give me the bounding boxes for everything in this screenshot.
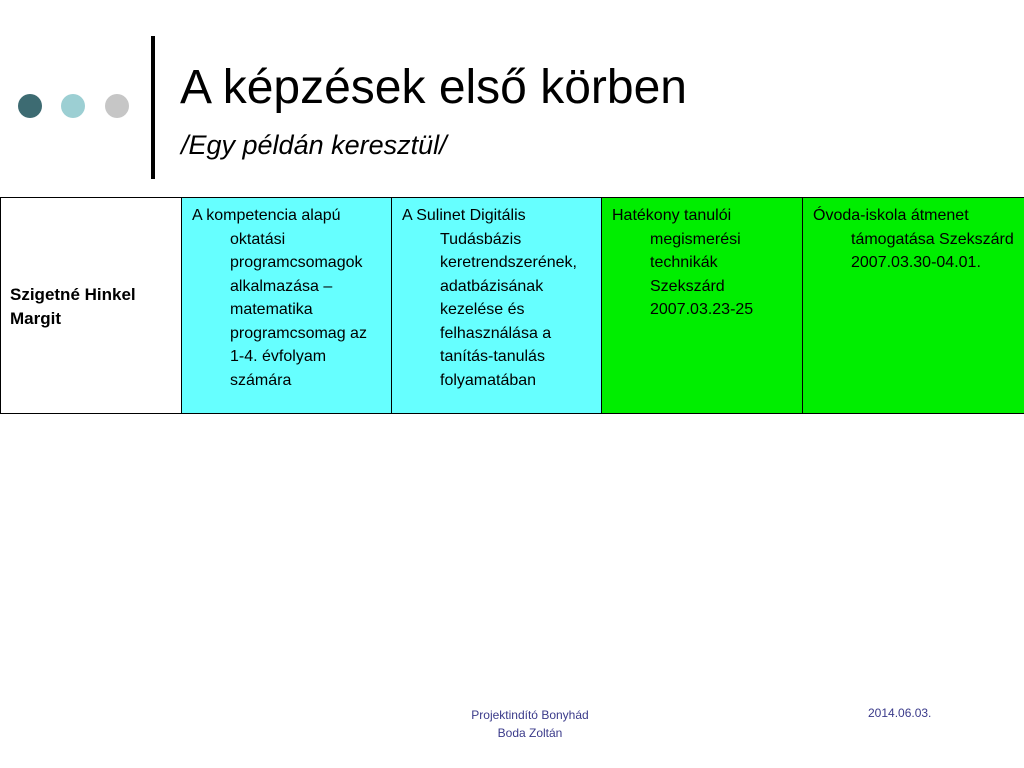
- footer-center: [430, 706, 630, 742]
- footer-project: Projektindító Bonyhád: [471, 708, 589, 722]
- training-text: A kompetencia alapú oktatási programcsomagok alkalmazása –matematika programcsomag az 1-4. évfolyam számára: [192, 207, 367, 389]
- gray-dot: [105, 94, 129, 118]
- slide-subtitle: /Egy példán keresztül/: [181, 130, 447, 160]
- table-row: [1, 198, 1024, 414]
- title-divider: [151, 36, 155, 179]
- training-text: Óvoda-iskola átmenet támogatása Szekszárd 2007.03.30-04.01.: [813, 207, 1014, 271]
- training-cell: [182, 198, 392, 414]
- footer-date: 2014.06.03.: [868, 706, 932, 720]
- training-cell: [392, 198, 602, 414]
- dark-teal-dot: [18, 94, 42, 118]
- light-teal-dot: [61, 94, 85, 118]
- footer-author: Boda Zoltán: [497, 726, 563, 740]
- training-text: Hatékony tanulói megismerési technikák Szekszárd 2007.03.23-25: [612, 207, 754, 318]
- person-name-cell: Szigetné Hinkel Margit: [1, 198, 182, 414]
- training-cell: [803, 198, 1024, 414]
- training-text: A Sulinet Digitális Tudásbázis keretrendszerének, adatbázisának kezelése és felhasználása a tanítás-tanulás folyamatában: [402, 207, 577, 389]
- training-cell: [602, 198, 803, 414]
- training-table: [0, 197, 1024, 414]
- slide-title: A képzések első körben: [180, 61, 687, 114]
